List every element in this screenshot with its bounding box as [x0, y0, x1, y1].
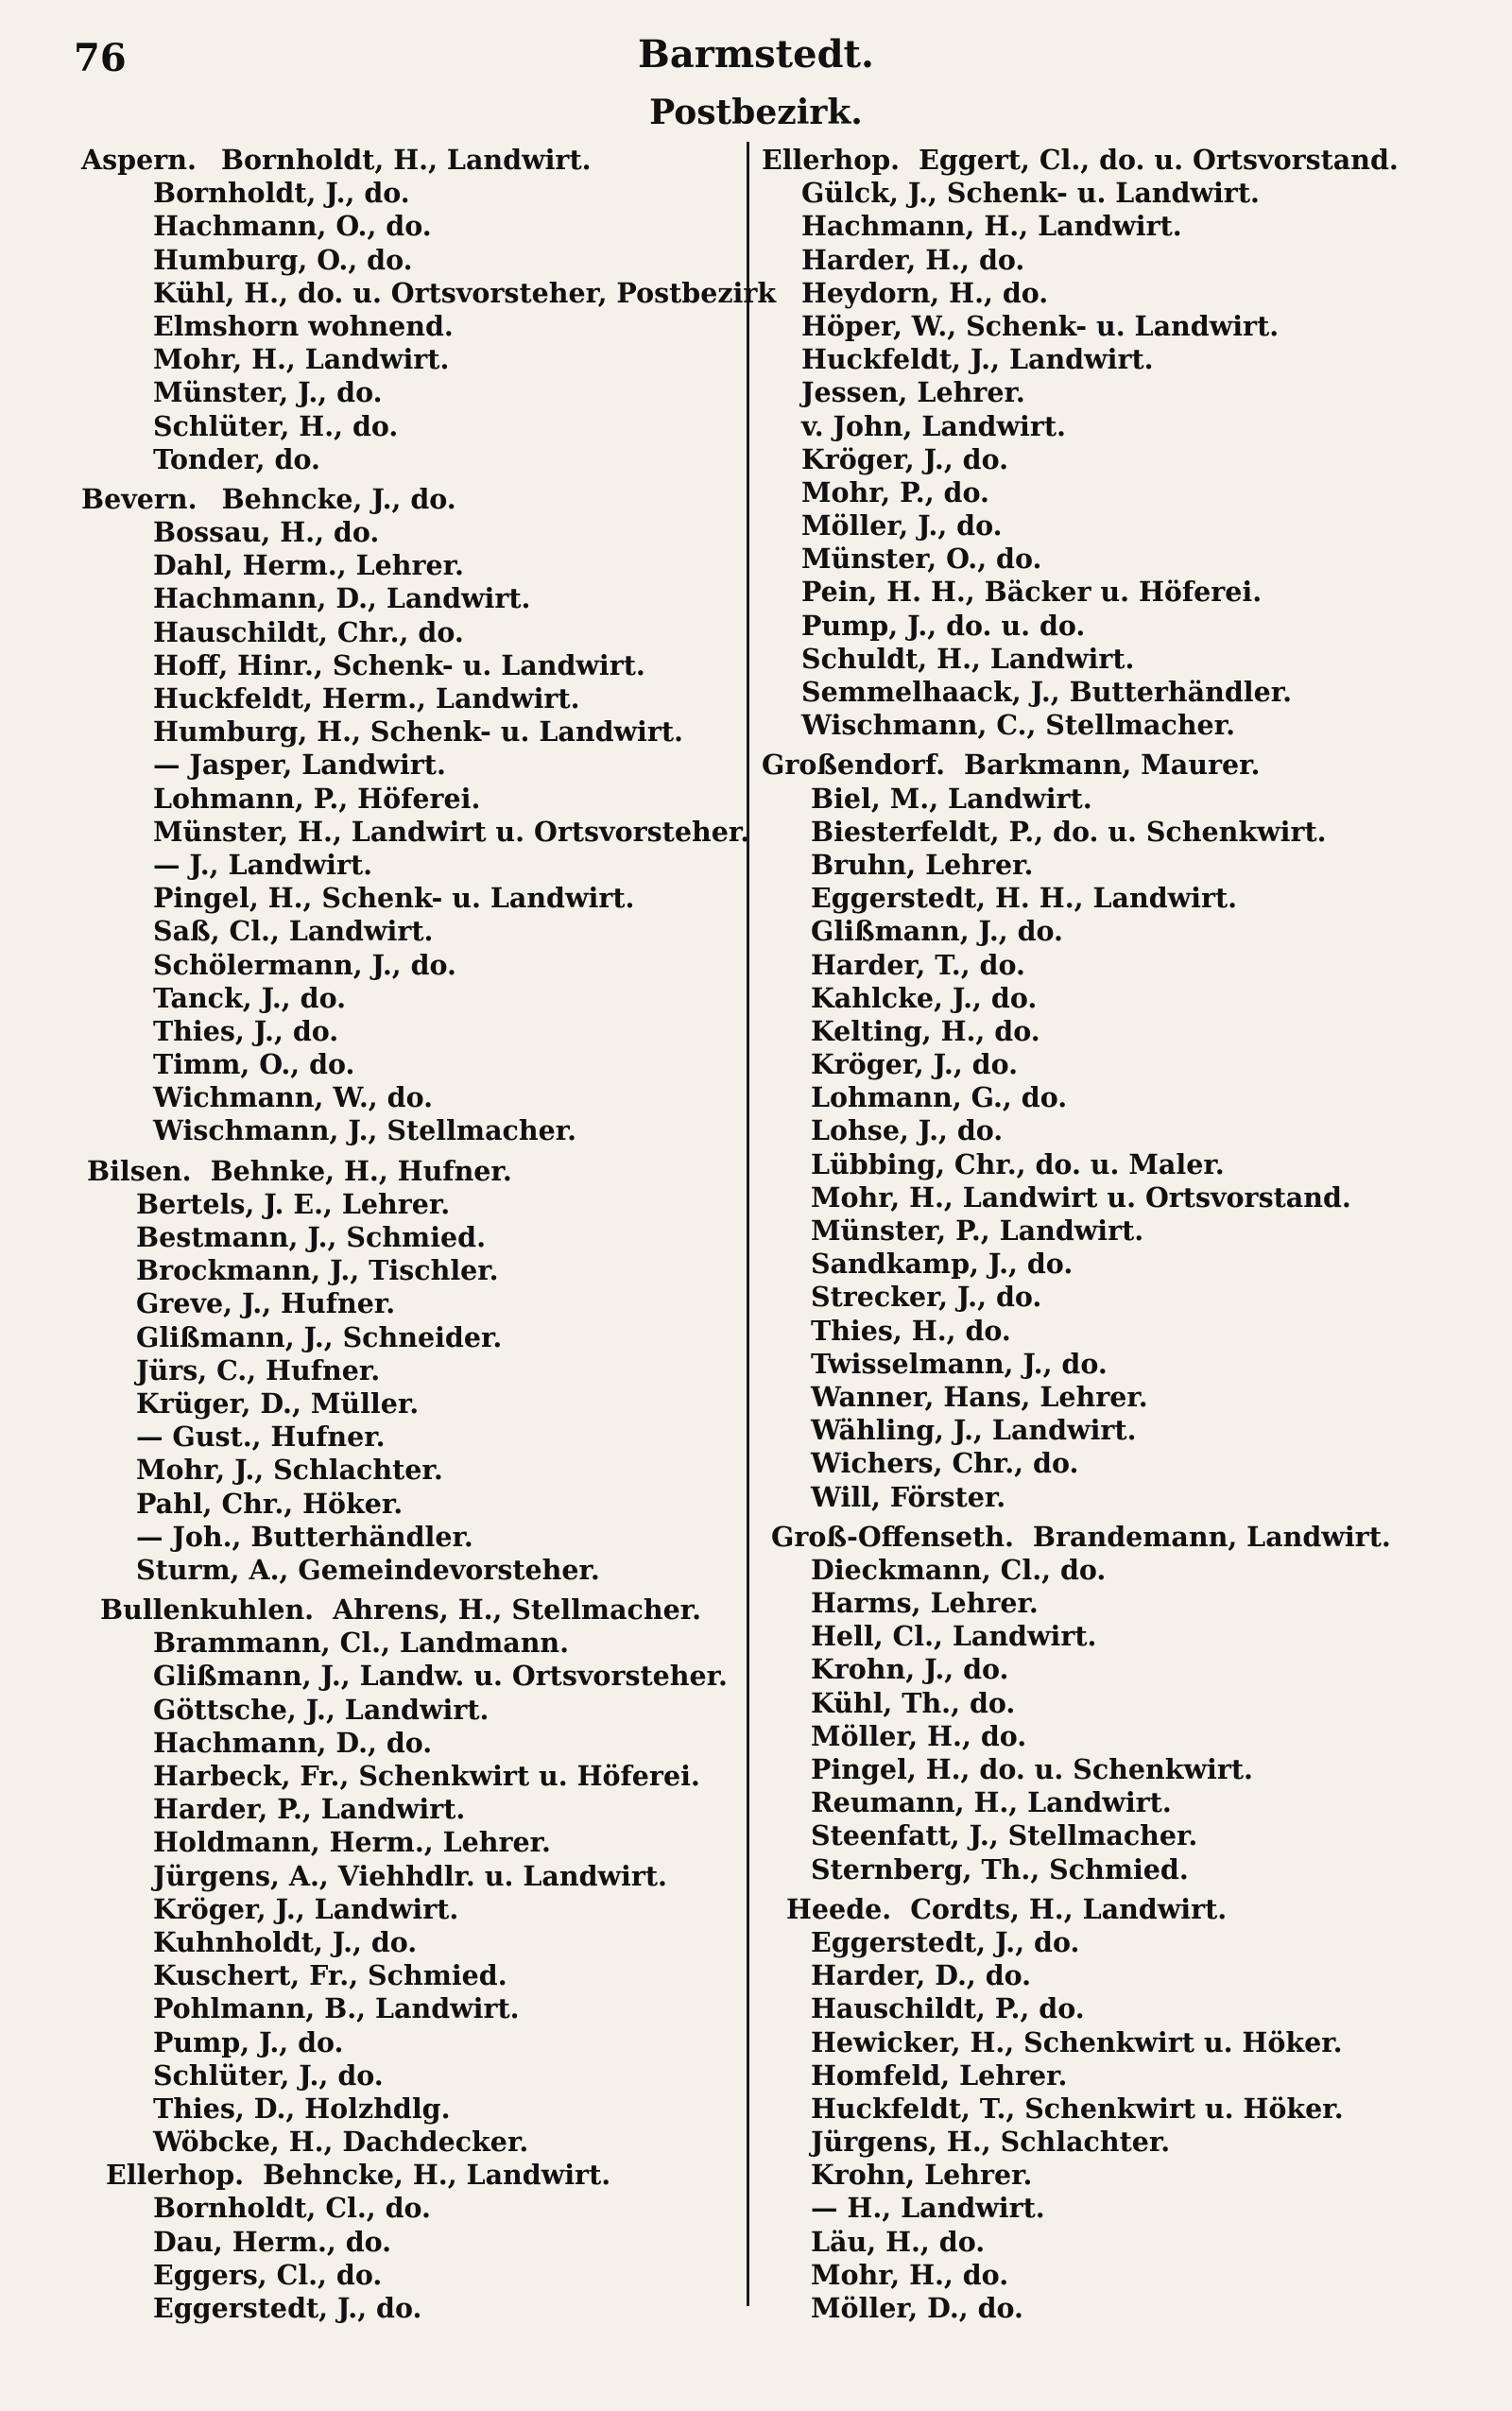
directory-entry: Münster, H., Landwirt u. Ortsvorsteher.: [153, 815, 750, 848]
place-group: [81, 1155, 743, 1587]
directory-entry: Mohr, J., Schlachter.: [136, 1454, 443, 1487]
place-group: [762, 749, 1480, 1513]
directory-entry: Lohse, J., do.: [811, 1114, 1004, 1147]
directory-entry: Schölermann, J., do.: [153, 948, 456, 981]
directory-entry: Pein, H. H., Bäcker u. Höferei.: [801, 576, 1263, 609]
directory-entry: Huckfeldt, Herm., Landwirt.: [153, 682, 580, 715]
directory-entry: Schlüter, H., do.: [153, 409, 399, 442]
directory-entry: Bestmann, J., Schmied.: [136, 1221, 486, 1253]
directory-entry: Saß, Cl., Landwirt.: [153, 915, 434, 948]
directory-entry: Glißmann, J., do.: [811, 915, 1063, 948]
place-name: Aspern.: [81, 144, 197, 176]
directory-entry: Kahlcke, J., do.: [811, 981, 1038, 1014]
directory-entry: Steenfatt, J., Stellmacher.: [811, 1819, 1198, 1852]
directory-entry: — Gust., Hufner.: [136, 1421, 386, 1454]
page-number: 76: [74, 36, 127, 80]
directory-entry: Hewicker, H., Schenkwirt u. Höker.: [811, 2025, 1343, 2058]
directory-entry: Thies, D., Holzhdlg.: [153, 2092, 451, 2125]
directory-entry: Möller, J., do.: [801, 509, 1003, 542]
directory-entry: Lohmann, P., Höferei.: [153, 782, 481, 815]
directory-entry: Gülck, J., Schenk- u. Landwirt.: [801, 177, 1260, 210]
directory-entry: Brockmann, J., Tischler.: [136, 1254, 499, 1287]
place-group: [762, 144, 1480, 742]
directory-entry: Lübbing, Chr., do. u. Maler.: [811, 1147, 1225, 1180]
directory-entry: Dau, Herm., do.: [153, 2225, 392, 2258]
directory-entry: Mohr, H., Landwirt.: [153, 343, 450, 376]
place-heading-row: [81, 144, 743, 177]
directory-entry: Lohmann, G., do.: [811, 1081, 1068, 1114]
running-title: Barmstedt.: [638, 32, 874, 77]
directory-entry: Pingel, H., Schenk- u. Landwirt.: [153, 882, 635, 915]
directory-entry: Höper, W., Schenk- u. Landwirt.: [801, 309, 1280, 342]
directory-entry: Brammann, Cl., Landmann.: [153, 1627, 570, 1660]
directory-entry: Mohr, P., do.: [801, 475, 989, 508]
place-name: Groß-Offenseth.: [771, 1520, 1014, 1553]
directory-entry: Pahl, Chr., Höker.: [136, 1487, 404, 1520]
directory-entry: Harbeck, Fr., Schenkwirt u. Höferei.: [153, 1760, 700, 1792]
directory-entry: Möller, D., do.: [811, 2292, 1023, 2324]
directory-entry: Wanner, Hans, Lehrer.: [811, 1380, 1148, 1413]
directory-entry: Will, Förster.: [811, 1480, 1006, 1513]
directory-entry: Wichers, Chr., do.: [811, 1447, 1079, 1480]
directory-entry: Wischmann, J., Stellmacher.: [153, 1114, 577, 1147]
directory-entry: Humburg, H., Schenk- u. Landwirt.: [153, 715, 683, 749]
directory-entry: Kelting, H., do.: [811, 1014, 1040, 1047]
directory-entry: Biesterfeldt, P., do. u. Schenkwirt.: [811, 815, 1327, 848]
place-group: [762, 1893, 1480, 2325]
directory-entry: Jessen, Lehrer.: [801, 376, 1025, 409]
directory-entry: v. John, Landwirt.: [801, 409, 1066, 442]
directory-entry: Sternberg, Th., Schmied.: [811, 1852, 1189, 1886]
directory-entry: Sturm, A., Gemeindevorsteher.: [136, 1553, 600, 1586]
directory-entry: Kuschert, Fr., Schmied.: [153, 1959, 507, 1992]
directory-entry: Brandemann, Landwirt.: [1032, 1520, 1391, 1553]
directory-entry: Bossau, H., do.: [153, 516, 380, 549]
place-group: [81, 482, 750, 1148]
directory-entry: Möller, H., do.: [811, 1719, 1027, 1752]
directory-entry: Pump, J., do. u. do.: [801, 609, 1086, 642]
directory-entry: Hauschildt, P., do.: [811, 1992, 1085, 2025]
directory-entry: Greve, J., Hufner.: [136, 1287, 396, 1320]
directory-entry: Kröger, J., Landwirt.: [153, 1892, 459, 1925]
place-group: [81, 144, 777, 476]
directory-entry: Hell, Cl., Landwirt.: [811, 1620, 1097, 1653]
directory-entry: Hauschildt, Chr., do.: [153, 615, 464, 648]
directory-entry: Bornholdt, Cl., do.: [153, 2192, 431, 2225]
directory-entry: Barkmann, Maurer.: [964, 749, 1261, 782]
directory-entry: — Joh., Butterhändler.: [136, 1520, 473, 1553]
place-name: Bevern.: [81, 482, 198, 515]
place-heading-row: [81, 2159, 743, 2192]
directory-entry: Elmshorn wohnend.: [153, 309, 454, 342]
directory-entry: Bertels, J. E., Lehrer.: [136, 1187, 451, 1220]
directory-entry: Glißmann, J., Schneider.: [136, 1320, 503, 1353]
directory-entry: Eggerstedt, H. H., Landwirt.: [811, 882, 1238, 915]
directory-entry: Tanck, J., do.: [153, 981, 347, 1014]
directory-entry: Krohn, Lehrer.: [811, 2159, 1033, 2192]
directory-entry: Eggers, Cl., do.: [153, 2258, 383, 2291]
directory-entry: Hachmann, H., Landwirt.: [801, 210, 1182, 243]
directory-entry: Twisselmann, J., do.: [811, 1347, 1108, 1380]
directory-entry: Dieckmann, Cl., do.: [811, 1553, 1107, 1586]
directory-entry: Harder, T., do.: [811, 948, 1025, 981]
right-column: [762, 144, 1480, 2325]
directory-entry: — H., Landwirt.: [811, 2192, 1045, 2225]
directory-entry: — J., Landwirt.: [153, 848, 373, 881]
directory-entry: Sandkamp, J., do.: [811, 1248, 1074, 1281]
directory-entry: Hoff, Hinr., Schenk- u. Landwirt.: [153, 648, 645, 681]
directory-entry: Eggerstedt, J., do.: [811, 1925, 1080, 1958]
directory-entry: Kuhnholdt, J., do.: [153, 1925, 418, 1958]
directory-entry: Pump, J., do.: [153, 2025, 344, 2058]
directory-entry: Münster, J., do.: [153, 376, 383, 409]
directory-entry: Wähling, J., Landwirt.: [811, 1414, 1137, 1447]
directory-entry: Wichmann, W., do.: [153, 1081, 434, 1114]
directory-entry: Harms, Lehrer.: [811, 1587, 1039, 1620]
directory-entry: Wischmann, C., Stellmacher.: [801, 709, 1235, 742]
place-name: Ellerhop.: [106, 2159, 245, 2192]
directory-entry: Bornholdt, J., do.: [153, 177, 410, 210]
place-name: Ellerhop.: [762, 144, 901, 176]
directory-entry: Reumann, H., Landwirt.: [811, 1786, 1172, 1819]
directory-entry: Timm, O., do.: [153, 1048, 355, 1081]
directory-entry: Harder, H., do.: [801, 243, 1025, 276]
directory-entry: Hachmann, D., do.: [153, 1726, 433, 1759]
place-heading-row: [81, 483, 743, 516]
directory-entry: Harder, P., Landwirt.: [153, 1793, 466, 1826]
directory-entry: Jürgens, A., Viehhdlr. u. Landwirt.: [153, 1859, 667, 1892]
directory-entry: Krohn, J., do.: [811, 1653, 1009, 1686]
directory-entry: Bruhn, Lehrer.: [811, 848, 1034, 881]
place-group: [762, 1521, 1480, 1886]
directory-entry: Humburg, O., do.: [153, 243, 413, 276]
directory-entry: Thies, H., do.: [811, 1314, 1011, 1347]
directory-entry: Pohlmann, B., Landwirt.: [153, 1992, 520, 2025]
place-heading-row: [762, 144, 1480, 177]
place-name: Heede.: [786, 1892, 892, 1925]
directory-entry: Mohr, H., Landwirt u. Ortsvorstand.: [811, 1180, 1351, 1214]
directory-entry: Cordts, H., Landwirt.: [910, 1892, 1228, 1925]
place-group: [81, 2159, 743, 2325]
directory-entry: Hachmann, D., Landwirt.: [153, 582, 531, 615]
column-divider: [747, 142, 749, 2306]
directory-entry: Holdmann, Herm., Lehrer.: [153, 1826, 551, 1859]
directory-entry: Homfeld, Lehrer.: [811, 2058, 1068, 2092]
directory-entry: Kröger, J., do.: [801, 442, 1009, 475]
left-column: [81, 144, 777, 2325]
directory-entry: Hachmann, O., do.: [153, 210, 432, 243]
directory-entry: Huckfeldt, T., Schenkwirt u. Höker.: [811, 2092, 1344, 2125]
directory-entry: Heydorn, H., do.: [801, 276, 1049, 309]
directory-entry: Jürgens, H., Schlachter.: [811, 2126, 1171, 2159]
directory-entry: Tonder, do.: [153, 442, 320, 475]
directory-entry: Läu, H., do.: [811, 2225, 986, 2258]
place-name: Großendorf.: [762, 749, 945, 782]
directory-entry: Huckfeldt, J., Landwirt.: [801, 343, 1154, 376]
directory-entry: Harder, D., do.: [811, 1959, 1032, 1992]
directory-entry: Pingel, H., do. u. Schenkwirt.: [811, 1753, 1253, 1785]
section-title: Postbezirk.: [649, 93, 863, 132]
directory-entry: Ahrens, H., Stellmacher.: [333, 1593, 702, 1627]
directory-entry: Münster, O., do.: [801, 542, 1042, 576]
directory-entry: Wöbcke, H., Dachdecker.: [153, 2126, 529, 2159]
directory-entry: Kühl, Th., do.: [811, 1686, 1016, 1719]
directory-entry: Eggerstedt, J., do.: [153, 2292, 422, 2324]
place-group: [81, 1593, 743, 2159]
place-heading-row: [762, 1893, 1480, 1926]
directory-entry: Semmelhaack, J., Butterhändler.: [801, 676, 1293, 708]
place-heading-row: [762, 749, 1480, 782]
directory-entry: Schuldt, H., Landwirt.: [801, 642, 1135, 675]
directory-entry: Göttsche, J., Landwirt.: [153, 1693, 490, 1726]
directory-entry: Behncke, J., do.: [221, 482, 456, 515]
place-name: Bullenkuhlen.: [100, 1593, 315, 1627]
directory-entry: — Jasper, Landwirt.: [153, 749, 446, 782]
directory-entry: Eggert, Cl., do. u. Ortsvorstand.: [919, 144, 1399, 176]
directory-entry: Bornholdt, H., Landwirt.: [220, 144, 592, 176]
directory-entry: Kröger, J., do.: [811, 1048, 1019, 1081]
directory-entry: Jürs, C., Hufner.: [136, 1353, 381, 1386]
directory-entry: Mohr, H., do.: [811, 2258, 1009, 2291]
place-name: Bilsen.: [87, 1154, 192, 1187]
place-heading-row: [762, 1521, 1480, 1554]
directory-entry: Strecker, J., do.: [811, 1281, 1042, 1314]
directory-entry: Kühl, H., do. u. Ortsvorsteher, Postbezirk: [153, 276, 777, 309]
directory-entry: Dahl, Herm., Lehrer.: [153, 549, 464, 582]
directory-entry: Behnke, H., Hufner.: [210, 1154, 512, 1187]
directory-entry: Behncke, H., Landwirt.: [263, 2159, 611, 2192]
place-heading-row: [81, 1155, 743, 1188]
directory-entry: Glißmann, J., Landw. u. Ortsvorsteher.: [153, 1660, 728, 1693]
place-heading-row: [81, 1593, 743, 1627]
directory-entry: Krüger, D., Müller.: [136, 1386, 420, 1420]
directory-entry: Münster, P., Landwirt.: [811, 1214, 1144, 1247]
directory-entry: Thies, J., do.: [153, 1014, 339, 1047]
directory-entry: Schlüter, J., do.: [153, 2058, 384, 2092]
directory-entry: Biel, M., Landwirt.: [811, 782, 1092, 815]
